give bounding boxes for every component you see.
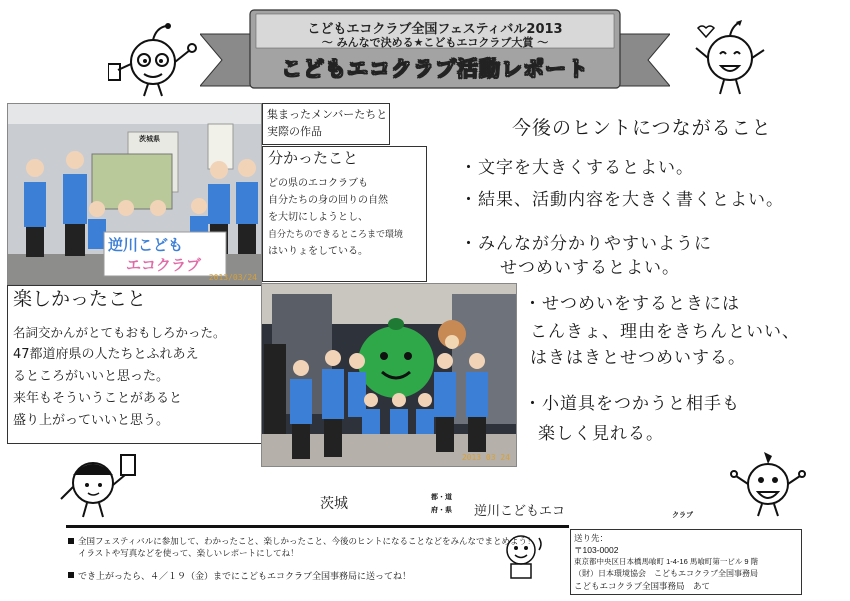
address-org: （財）日本環境協会 こどもエコクラブ全国事務局 [574,569,758,578]
members-note-line2: 実際の作品 [267,125,322,138]
photo-banner-line2: エコクラブ [126,256,202,274]
members-note-line1: 集まったメンバーたちと [267,108,388,121]
mascot-doodle-top-right [690,18,770,98]
fun-line-5: 盛り上がっていいと思う。 [13,413,170,428]
club-name: 逆川こどもエコ [474,504,566,519]
fun-heading: 楽しかったこと [13,288,147,310]
address-street: 東京都中央区日本橋馬喰町 1-4-16 馬喰町第一ビル 9 階 [574,557,759,566]
address-postal: 〒103-0002 [574,545,619,555]
members-note-box [262,103,390,145]
prefecture-sign: 茨城県 [139,135,160,143]
group-photo-1 [7,103,262,285]
address-to: こどもエコクラブ全国事務局 あて [574,581,711,591]
fuken-label: 府・県 [431,506,452,514]
learned-line-4: 自分たちのできるところまで環境 [268,230,404,240]
mascot-doodle-bottom-right [728,448,808,518]
learned-box [262,146,427,282]
club-label: クラブ [672,511,693,519]
mascot-doodle-footer [495,528,550,586]
fun-box [7,285,263,444]
hints-section [430,103,840,448]
footer-line-1: 全国フェスティバルに参加して、わかったこと、楽しかったこと、今後のヒントになることなどをみんなでまとめよう！ [78,536,536,546]
mascot-doodle-bottom-left [55,445,145,520]
footer-line-2: イラストや写真などを使って、楽しいレポートにしてね！ [78,548,299,558]
hint-line-4: せつめいするとよい。 [500,258,680,278]
learned-line-2: 自分たちの身の回りの自然 [268,195,388,206]
photo2-date: 2013 03 24 [461,453,510,462]
fun-line-3: るところがいいと思った。 [13,369,170,384]
learned-heading: 分かったこと [268,149,359,167]
learned-line-3: を大切にしようとし、 [268,212,368,223]
footer-line-3: でき上がったら、４／１９（金）までにこどもエコクラブ全国事務局に送ってね！ [78,571,412,581]
hint-line-7: はきはきとせつめいする。 [530,348,746,368]
hint-line-6: こんきょ、理由をきちんといい、 [530,322,800,342]
fun-line-1: 名詞交かんがとてもおもしろかった。 [13,325,226,340]
banner-subtitle: ～ みんなで決める★こどもエコクラブ大賞 ～ [321,36,549,49]
fun-line-2: 47都道府県の人たちとふれあえ [13,347,199,362]
bullet-square-1 [68,538,74,544]
mascot-doodle-top-left [108,20,198,100]
report-title: こどもエコクラブ活動レポート [281,57,589,81]
footer-rule [66,525,569,528]
hint-line-8: ・小道具をつかうと相手も [524,394,740,414]
learned-line-5: はいりょをしている。 [268,246,368,257]
hint-line-1: ・文字を大きくするとよい。 [460,158,694,178]
address-box [570,529,802,595]
photo-banner-line1: 逆川こども [108,236,184,254]
title-banner [200,6,670,96]
banner-festival-title: こどもエコクラブ全国フェスティバル2013 [307,22,563,37]
bullet-square-2 [68,572,74,578]
todo-label: 都・道 [431,493,452,501]
hint-line-9: 楽しく見れる。 [538,424,664,444]
learned-line-1: どの県のエコクラブも [268,178,368,189]
hints-heading: 今後のヒントにつながること [512,117,772,139]
photo1-date: 2013/03/24 [208,273,257,282]
hint-line-2: ・結果、活動内容を大きく書くとよい。 [460,190,784,210]
hint-line-5: ・せつめいをするときには [524,294,740,314]
club-prefecture: 茨城 [320,496,348,512]
fun-line-4: 来年もそういうことがあると [13,391,183,406]
address-label: 送り先： [574,533,609,543]
hint-line-3: ・みんなが分かりやすいように [460,234,712,254]
